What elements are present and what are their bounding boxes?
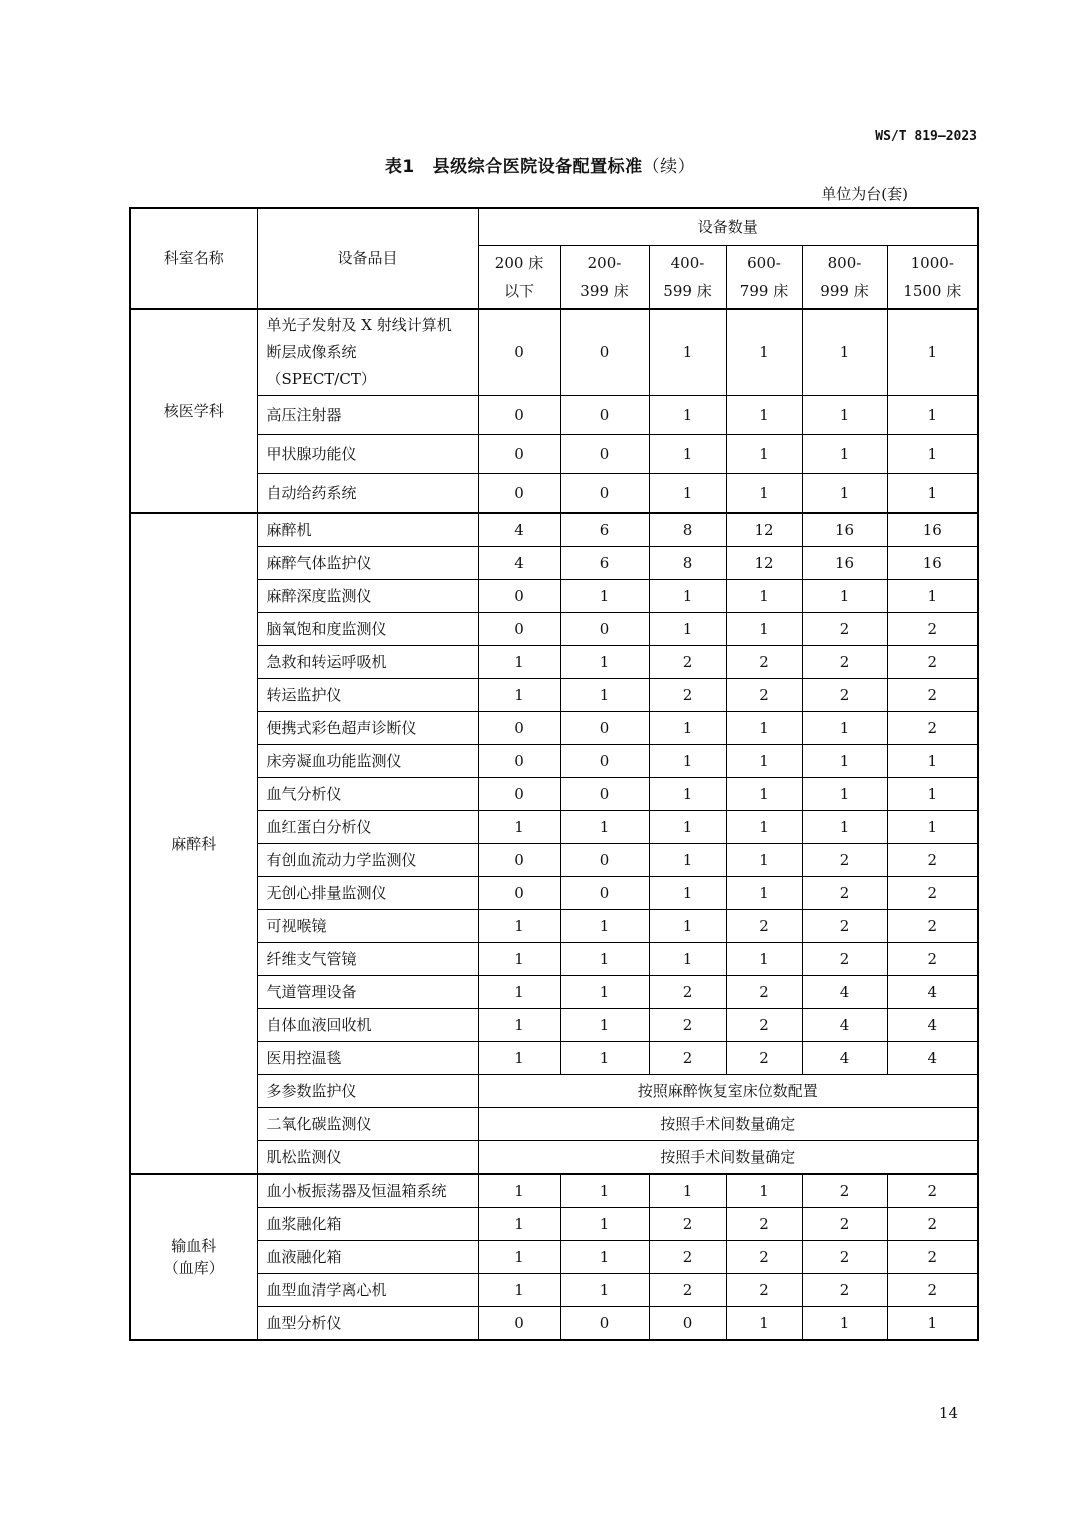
quantity-cell: 1 [560, 1174, 649, 1208]
equipment-item [257, 1141, 478, 1175]
quantity-cell: 1 [887, 811, 978, 844]
equipment-item-line: 急救和转运呼吸机 [266, 653, 387, 671]
config-note: 按照麻醉恢复室床位数配置 [478, 1075, 978, 1108]
quantity-cell: 1 [478, 1042, 560, 1075]
quantity-cell: 1 [726, 1307, 802, 1341]
quantity-cell: 1 [560, 1241, 649, 1274]
quantity-cell: 0 [478, 778, 560, 811]
quantity-cell: 1 [649, 778, 726, 811]
dept-name-line: 麻醉科 [171, 834, 217, 853]
table-row [130, 435, 978, 474]
standard-code: WS/T 819—2023 [875, 129, 977, 144]
equipment-item [257, 580, 478, 613]
quantity-cell: 2 [649, 1274, 726, 1307]
table-row [130, 613, 978, 646]
quantity-cell: 1 [802, 309, 887, 396]
quantity-cell: 1 [649, 474, 726, 514]
equipment-item [257, 435, 478, 474]
quantity-cell: 2 [887, 679, 978, 712]
quantity-cell: 1 [560, 811, 649, 844]
equipment-item-line: 血型分析仪 [266, 1314, 342, 1332]
quantity-cell: 1 [649, 712, 726, 745]
equipment-item [257, 309, 478, 396]
quantity-cell: 1 [726, 844, 802, 877]
equipment-item-line: 床旁凝血功能监测仪 [266, 752, 402, 770]
equipment-item-line: 单光子发射及 X 射线计算机 [266, 316, 452, 334]
equipment-item [257, 646, 478, 679]
quantity-cell: 2 [887, 844, 978, 877]
table-row [130, 309, 978, 396]
quantity-cell: 2 [649, 1042, 726, 1075]
table-row [130, 910, 978, 943]
quantity-cell: 2 [802, 1274, 887, 1307]
quantity-cell: 1 [560, 910, 649, 943]
equipment-item [257, 745, 478, 778]
quantity-cell: 1 [649, 877, 726, 910]
quantity-cell: 1 [560, 679, 649, 712]
quantity-cell: 4 [887, 1042, 978, 1075]
quantity-cell: 1 [802, 474, 887, 514]
equipment-item-line: 纤维支气管镜 [266, 950, 357, 968]
equipment-item [257, 1042, 478, 1075]
quantity-cell: 1 [802, 712, 887, 745]
quantity-cell: 2 [802, 646, 887, 679]
quantity-cell: 2 [726, 1208, 802, 1241]
quantity-cell: 2 [802, 679, 887, 712]
equipment-item [257, 679, 478, 712]
equipment-item-line: 气道管理设备 [266, 983, 357, 1001]
table-row [130, 1307, 978, 1341]
table-row [130, 1141, 978, 1175]
quantity-cell: 8 [649, 513, 726, 547]
quantity-cell: 16 [887, 547, 978, 580]
quantity-cell: 0 [560, 778, 649, 811]
equipment-item-line: 无创心排量监测仪 [266, 884, 387, 902]
quantity-cell: 2 [649, 1009, 726, 1042]
quantity-cell: 0 [560, 844, 649, 877]
quantity-cell: 0 [478, 309, 560, 396]
quantity-cell: 1 [726, 1174, 802, 1208]
quantity-cell: 1 [560, 976, 649, 1009]
quantity-cell: 0 [560, 435, 649, 474]
quantity-cell: 1 [726, 580, 802, 613]
equipment-item [257, 1108, 478, 1141]
quantity-cell: 1 [726, 474, 802, 514]
quantity-cell: 2 [887, 877, 978, 910]
quantity-cell: 1 [478, 1009, 560, 1042]
quantity-cell: 2 [802, 1208, 887, 1241]
dept-name [130, 1174, 257, 1340]
quantity-cell: 1 [726, 309, 802, 396]
header-bed-range-line: 999 床 [820, 282, 869, 300]
dept-section [130, 513, 978, 1174]
header-item: 设备品目 [257, 208, 478, 309]
dept-name-line: 核医学科 [163, 401, 224, 420]
quantity-cell: 1 [560, 1042, 649, 1075]
quantity-cell: 0 [478, 1307, 560, 1341]
table-row [130, 396, 978, 435]
quantity-cell: 1 [649, 580, 726, 613]
quantity-cell: 2 [726, 679, 802, 712]
page-number: 14 [938, 1404, 958, 1422]
dept-name-line: 输血科 [171, 1237, 217, 1255]
quantity-cell: 2 [887, 1208, 978, 1241]
quantity-cell: 2 [649, 1241, 726, 1274]
equipment-item-line: （SPECT/CT） [266, 370, 376, 388]
quantity-cell: 2 [726, 976, 802, 1009]
header-bed-range [560, 246, 649, 310]
quantity-cell: 1 [649, 811, 726, 844]
quantity-cell: 1 [560, 580, 649, 613]
equipment-item-line: 便携式彩色超声诊断仪 [266, 719, 417, 737]
header-bed-range-line: 200- [587, 254, 622, 272]
header-bed-range-line: 400- [670, 254, 705, 272]
quantity-cell: 1 [478, 910, 560, 943]
quantity-cell: 2 [887, 943, 978, 976]
table-row [130, 1108, 978, 1141]
quantity-cell: 0 [560, 712, 649, 745]
quantity-cell: 1 [478, 679, 560, 712]
equipment-item-line: 断层成像系统 [266, 343, 357, 361]
quantity-cell: 2 [802, 1241, 887, 1274]
equipment-item [257, 396, 478, 435]
equipment-item [257, 811, 478, 844]
table-row [130, 1208, 978, 1241]
quantity-cell: 0 [478, 844, 560, 877]
quantity-cell: 1 [478, 943, 560, 976]
table-row [130, 745, 978, 778]
quantity-cell: 1 [726, 811, 802, 844]
quantity-cell: 6 [560, 547, 649, 580]
table-title [0, 152, 1080, 177]
header-quantity: 设备数量 [478, 208, 978, 246]
equipment-item-line: 血浆融化箱 [266, 1215, 342, 1233]
table-row [130, 580, 978, 613]
quantity-cell: 2 [887, 1241, 978, 1274]
quantity-cell: 1 [726, 712, 802, 745]
quantity-cell: 1 [560, 646, 649, 679]
equipment-item-line: 转运监护仪 [266, 686, 342, 704]
equipment-item-line: 麻醉机 [266, 521, 312, 539]
quantity-cell: 2 [649, 646, 726, 679]
header-dept: 科室名称 [130, 208, 257, 309]
quantity-cell: 4 [478, 513, 560, 547]
quantity-cell: 16 [802, 547, 887, 580]
quantity-cell: 1 [802, 811, 887, 844]
quantity-cell: 2 [726, 910, 802, 943]
quantity-cell: 6 [560, 513, 649, 547]
equipment-item-line: 麻醉气体监护仪 [266, 554, 372, 572]
equipment-item-line: 甲状腺功能仪 [266, 444, 357, 463]
equipment-item-line: 高压注射器 [266, 405, 342, 424]
quantity-cell: 2 [726, 1274, 802, 1307]
equipment-item [257, 712, 478, 745]
equipment-item-line: 血型血清学离心机 [266, 1281, 387, 1299]
table-row [130, 943, 978, 976]
quantity-cell: 1 [802, 745, 887, 778]
quantity-cell: 1 [887, 396, 978, 435]
quantity-cell: 1 [802, 778, 887, 811]
quantity-cell: 1 [887, 474, 978, 514]
quantity-cell: 2 [726, 1009, 802, 1042]
quantity-cell: 0 [478, 712, 560, 745]
quantity-cell: 1 [726, 877, 802, 910]
dept-name-line: （血库） [163, 1259, 224, 1277]
quantity-cell: 1 [649, 910, 726, 943]
quantity-cell: 1 [560, 1009, 649, 1042]
quantity-cell: 1 [478, 811, 560, 844]
equipment-item [257, 1241, 478, 1274]
quantity-cell: 1 [887, 745, 978, 778]
table-row [130, 1174, 978, 1208]
quantity-cell: 2 [726, 1241, 802, 1274]
quantity-cell: 1 [649, 309, 726, 396]
equipment-item [257, 1174, 478, 1208]
table-row [130, 1075, 978, 1108]
equipment-item [257, 976, 478, 1009]
quantity-cell: 1 [478, 1208, 560, 1241]
quantity-cell: 1 [649, 844, 726, 877]
quantity-cell: 2 [887, 1174, 978, 1208]
quantity-cell: 1 [649, 613, 726, 646]
table-title-continued: （续） [642, 157, 696, 177]
quantity-cell: 0 [478, 474, 560, 514]
table-row [130, 1009, 978, 1042]
table-row [130, 1241, 978, 1274]
quantity-cell: 0 [560, 613, 649, 646]
quantity-cell: 1 [726, 778, 802, 811]
header-bed-range [726, 246, 802, 310]
quantity-cell: 1 [560, 1274, 649, 1307]
table-title-text: 县级综合医院设备配置标准 [432, 157, 643, 177]
quantity-cell: 1 [478, 1241, 560, 1274]
quantity-cell: 4 [887, 1009, 978, 1042]
quantity-cell: 2 [887, 712, 978, 745]
equipment-item-line: 二氧化碳监测仪 [266, 1115, 372, 1133]
equipment-item-line: 血气分析仪 [266, 785, 342, 803]
equipment-table [129, 207, 979, 1341]
table-row [130, 646, 978, 679]
quantity-cell: 1 [726, 745, 802, 778]
equipment-item [257, 778, 478, 811]
equipment-item [257, 1075, 478, 1108]
quantity-cell: 2 [802, 877, 887, 910]
quantity-cell: 1 [649, 745, 726, 778]
equipment-item [257, 1208, 478, 1241]
equipment-item [257, 613, 478, 646]
quantity-cell: 0 [478, 877, 560, 910]
quantity-cell: 0 [478, 580, 560, 613]
quantity-cell: 2 [887, 646, 978, 679]
header-bed-range-line: 200 床 [494, 254, 544, 272]
table-row [130, 547, 978, 580]
equipment-item-line: 医用控温毯 [266, 1049, 342, 1067]
quantity-cell: 1 [478, 976, 560, 1009]
quantity-cell: 12 [726, 547, 802, 580]
equipment-item [257, 1274, 478, 1307]
quantity-cell: 1 [649, 1174, 726, 1208]
equipment-item-line: 多参数监护仪 [266, 1082, 357, 1100]
quantity-cell: 2 [649, 976, 726, 1009]
header-bed-range-line: 1000- [910, 254, 954, 272]
table-row [130, 712, 978, 745]
quantity-cell: 0 [478, 745, 560, 778]
equipment-item [257, 943, 478, 976]
quantity-cell: 1 [726, 435, 802, 474]
quantity-cell: 2 [887, 1274, 978, 1307]
equipment-item-line: 血液融化箱 [266, 1248, 342, 1266]
header-bed-range-line: 以下 [503, 282, 534, 300]
table-row [130, 976, 978, 1009]
quantity-cell: 1 [726, 396, 802, 435]
quantity-cell: 2 [802, 613, 887, 646]
header-bed-range-line: 1500 床 [903, 282, 962, 300]
quantity-cell: 1 [726, 613, 802, 646]
table-row [130, 1042, 978, 1075]
equipment-item [257, 877, 478, 910]
dept-name [130, 513, 257, 1174]
table-row [130, 844, 978, 877]
quantity-cell: 2 [887, 910, 978, 943]
quantity-cell: 0 [478, 613, 560, 646]
quantity-cell: 2 [802, 1174, 887, 1208]
quantity-cell: 0 [560, 1307, 649, 1341]
equipment-item-line: 自体血液回收机 [266, 1016, 372, 1034]
equipment-item-line: 可视喉镜 [266, 917, 327, 935]
quantity-cell: 1 [887, 1307, 978, 1341]
quantity-cell: 0 [478, 435, 560, 474]
config-note: 按照手术间数量确定 [478, 1141, 978, 1175]
unit-note: 单位为台(套) [821, 185, 908, 203]
table-row [130, 811, 978, 844]
equipment-item [257, 1307, 478, 1341]
table-row [130, 474, 978, 514]
quantity-cell: 1 [887, 435, 978, 474]
equipment-item-line: 有创血流动力学监测仪 [266, 851, 417, 869]
table-row [130, 778, 978, 811]
quantity-cell: 2 [802, 844, 887, 877]
table-row [130, 679, 978, 712]
header-bed-range [478, 246, 560, 310]
table-row [130, 877, 978, 910]
equipment-item [257, 547, 478, 580]
header-bed-range-line: 599 床 [663, 282, 712, 300]
quantity-cell: 0 [478, 396, 560, 435]
quantity-cell: 2 [726, 646, 802, 679]
dept-section [130, 309, 978, 513]
quantity-cell: 1 [887, 309, 978, 396]
quantity-cell: 2 [802, 943, 887, 976]
quantity-cell: 0 [560, 745, 649, 778]
dept-name [130, 309, 257, 513]
quantity-cell: 2 [649, 679, 726, 712]
quantity-cell: 1 [802, 435, 887, 474]
table-row [130, 513, 978, 547]
quantity-cell: 1 [478, 646, 560, 679]
quantity-cell: 2 [649, 1208, 726, 1241]
equipment-item-line: 麻醉深度监测仪 [266, 587, 372, 605]
quantity-cell: 1 [478, 1274, 560, 1307]
quantity-cell: 4 [478, 547, 560, 580]
quantity-cell: 1 [560, 943, 649, 976]
quantity-cell: 2 [887, 613, 978, 646]
equipment-item [257, 910, 478, 943]
equipment-item-line: 脑氧饱和度监测仪 [266, 620, 387, 638]
quantity-cell: 1 [478, 1174, 560, 1208]
quantity-cell: 1 [649, 943, 726, 976]
quantity-cell: 0 [649, 1307, 726, 1341]
header-bed-range [802, 246, 887, 310]
equipment-item [257, 513, 478, 547]
quantity-cell: 2 [726, 1042, 802, 1075]
quantity-cell: 1 [802, 396, 887, 435]
quantity-cell: 1 [726, 943, 802, 976]
quantity-cell: 16 [802, 513, 887, 547]
dept-section [130, 1174, 978, 1340]
equipment-item [257, 1009, 478, 1042]
header-bed-range-line: 399 床 [580, 282, 629, 300]
quantity-cell: 0 [560, 309, 649, 396]
quantity-cell: 2 [802, 910, 887, 943]
table-row [130, 1274, 978, 1307]
quantity-cell: 16 [887, 513, 978, 547]
header-bed-range-line: 800- [827, 254, 862, 272]
quantity-cell: 1 [649, 435, 726, 474]
quantity-cell: 0 [560, 877, 649, 910]
config-note: 按照手术间数量确定 [478, 1108, 978, 1141]
equipment-item-line: 自动给药系统 [266, 483, 357, 502]
header-bed-range [887, 246, 978, 310]
quantity-cell: 1 [802, 1307, 887, 1341]
quantity-cell: 4 [802, 976, 887, 1009]
header-bed-range-line: 600- [747, 254, 781, 272]
quantity-cell: 1 [560, 1208, 649, 1241]
equipment-item-line: 血小板振荡器及恒温箱系统 [266, 1182, 447, 1200]
equipment-item-line: 肌松监测仪 [266, 1148, 342, 1166]
quantity-cell: 0 [560, 396, 649, 435]
quantity-cell: 1 [649, 396, 726, 435]
equipment-item-line: 血红蛋白分析仪 [266, 818, 372, 836]
quantity-cell: 1 [887, 580, 978, 613]
quantity-cell: 1 [802, 580, 887, 613]
quantity-cell: 4 [802, 1042, 887, 1075]
quantity-cell: 0 [560, 474, 649, 514]
quantity-cell: 1 [887, 778, 978, 811]
quantity-cell: 12 [726, 513, 802, 547]
equipment-item [257, 474, 478, 514]
equipment-item [257, 844, 478, 877]
header-bed-range-line: 799 床 [739, 282, 789, 300]
quantity-cell: 8 [649, 547, 726, 580]
table-number: 表1 [384, 157, 415, 177]
quantity-cell: 4 [802, 1009, 887, 1042]
header-bed-range [649, 246, 726, 310]
quantity-cell: 4 [887, 976, 978, 1009]
